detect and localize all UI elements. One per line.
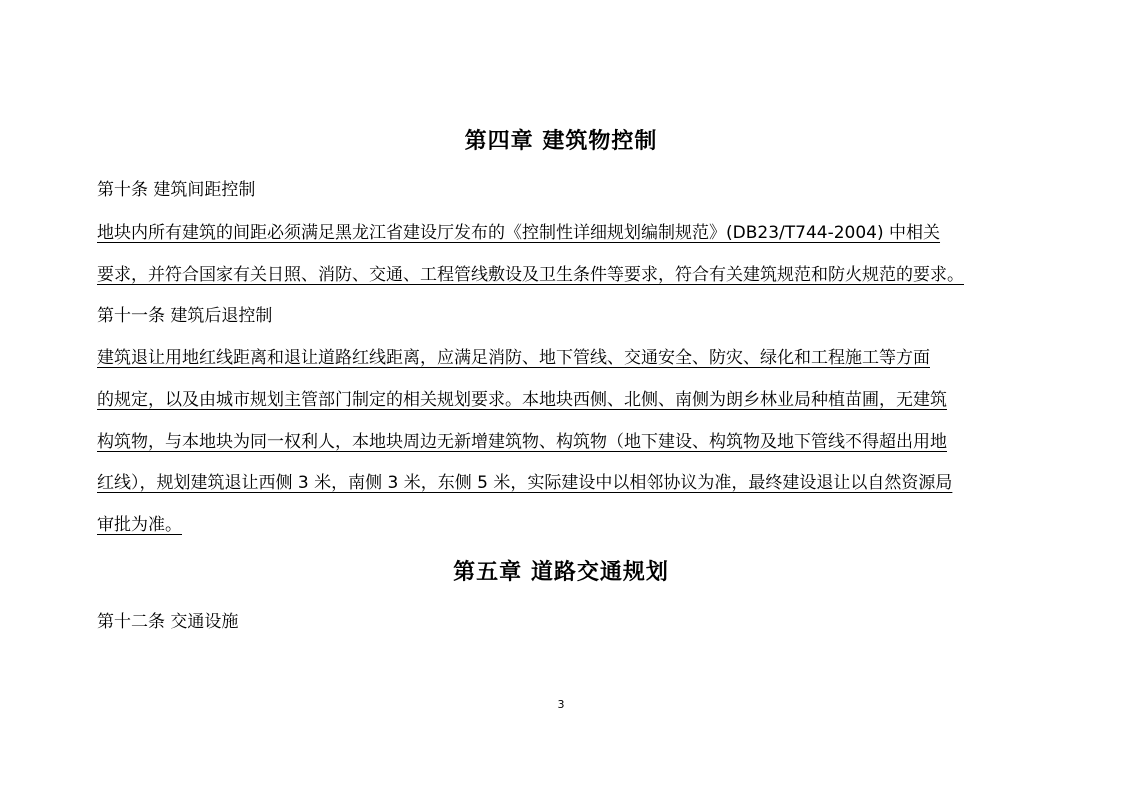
article-11-line-1: 建筑退让用地红线距离和退让道路红线距离，应满足消防、地下管线、交通安全、防灾、绿化和工程施工等方面 <box>97 348 930 368</box>
article-10-line-1: 地块内所有建筑的间距必须满足黑龙江省建设厅发布的《控制性详细规划编制规范》(DB23/T744-2004) 中相关 <box>97 223 941 243</box>
article-10-line-2: 要求，并符合国家有关日照、消防、交通、工程管线敷设及卫生条件等要求，符合有关建筑规范和防火规范的要求。 <box>97 265 964 285</box>
article-11-line-3: 构筑物，与本地块为同一权利人，本地块周边无新增建筑物、构筑物（地下建设、构筑物及地下管线不得超出用地 <box>97 432 947 452</box>
article-11-line-4: 红线），规划建筑退让西侧 3 米，南侧 3 米，东侧 5 米，实际建设中以相邻协议为准，最终建设退让以自然资源局 <box>97 473 953 493</box>
article-11-line-5: 审批为准。 <box>97 515 182 535</box>
chapter-4-title: 第四章 建筑物控制 <box>464 129 658 154</box>
page-number: 3 <box>557 698 565 711</box>
article-12-title: 第十二条 交通设施 <box>97 612 239 632</box>
chapter-5-title: 第五章 道路交通规划 <box>453 560 669 585</box>
article-11-title: 第十一条 建筑后退控制 <box>97 306 273 326</box>
article-11-line-2: 的规定，以及由城市规划主管部门制定的相关规划要求。本地块西侧、北侧、南侧为朗乡林业局种植苗圃，无建筑 <box>97 390 947 410</box>
article-10-title: 第十条 建筑间距控制 <box>97 180 256 200</box>
